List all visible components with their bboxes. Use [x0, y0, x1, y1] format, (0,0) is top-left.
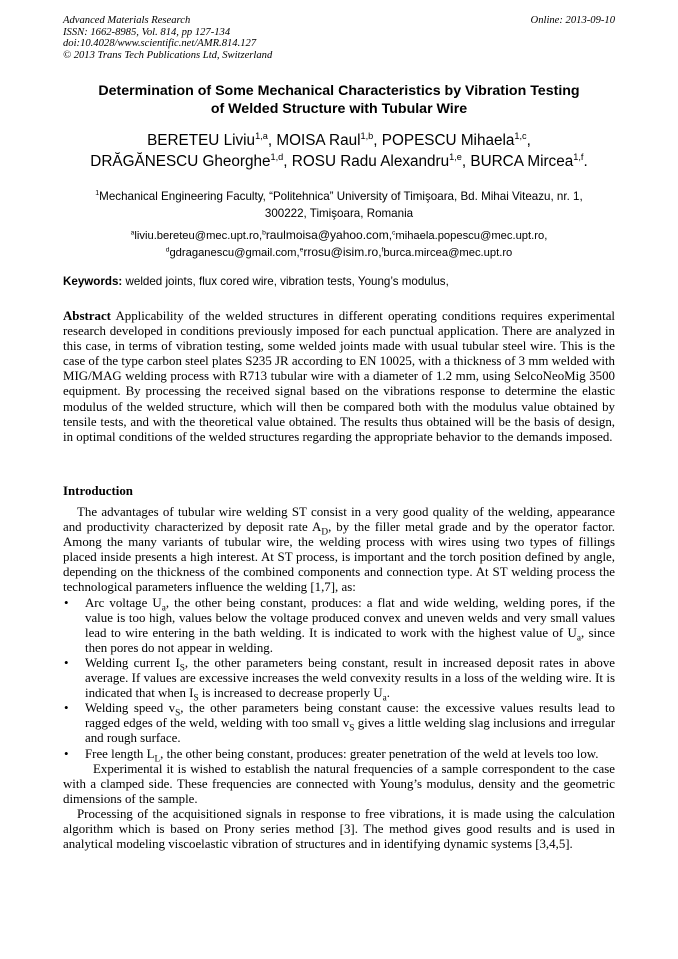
- email[interactable]: $^f$burca.mircea@mec.upt.ro: [381, 246, 513, 259]
- email[interactable]: $^d$gdraganescu@gmail.com,: [165, 246, 300, 259]
- intro-paragraph-3: Processing of the acquisitioned signals in response to free vibrations, it is made using the calculation algorithm which is based on Prony series method [3]. The method gives good results and is used in analytical modeling viscoelastic vibration of structures and in identifying dynamic systems [3,4,5].: [63, 806, 615, 852]
- section-heading-introduction: Introduction: [63, 484, 133, 498]
- issn-line: ISSN: 1662-8985, Vol. 814, pp 127-134: [63, 26, 231, 38]
- author: MOISA Raul$^{1,b}$,: [276, 130, 382, 149]
- doi-line: doi:10.4028/www.scientific.net/AMR.814.127: [63, 38, 257, 50]
- parameter-list: [63, 595, 616, 765]
- title-line-1: Determination of Some Mechanical Characteristics by Vibration Testing: [98, 83, 580, 99]
- author: DRĂGĂNESCU Gheorghe$^{1,d}$,: [90, 151, 292, 170]
- paper-title: [40, 82, 638, 118]
- keywords-text: welded joints, flux cored wire, vibration tests, Young’s modulus,: [122, 275, 449, 288]
- author: BERETEU Liviu$^{1,a}$,: [147, 130, 277, 149]
- title-line-2: of Welded Structure with Tubular Wire: [210, 101, 468, 117]
- author-line-1: [20, 130, 658, 151]
- abstract: [63, 309, 615, 445]
- copyright-line: © 2013 Trans Tech Publications Ltd, Switzerland: [63, 49, 273, 61]
- journal-header: [63, 15, 615, 61]
- email-line-2: [55, 244, 623, 261]
- keywords: [63, 275, 615, 289]
- abstract-label: Abstract: [63, 309, 111, 323]
- intro-paragraph-1: The advantages of tubular wire welding ST consist in a very good quality of the welding, appearance and productivity characterized by deposit rate $A_D$, by the filler metal grade and by the operator factor. Among the many variants of tubular wire, the welding process with wires using two types of fillings placed inside presents a high interest. At ST process, is important and the torch position defined by angle, depending on the thickness of the combined components and connection type. At ST welding process the technological parameters influence the welding [1,7], as:: [63, 505, 615, 595]
- list-item: • Free length $L_L$, the other being constant, produces: greater penetration of the weld at levels too low.: [64, 746, 599, 765]
- online-date: Online: 2013-09-10: [530, 15, 615, 26]
- journal-name: Advanced Materials Research: [63, 15, 191, 26]
- email[interactable]: $^c$mihaela.popescu@mec.upt.ro,: [392, 229, 548, 242]
- email[interactable]: $^b$raulmoisa@yahoo.com,: [262, 228, 393, 242]
- affiliation: $^1$Mechanical Engineering Faculty, “Politehnica” University of Timişoara, Bd. Mihai Viteazu, nr. 1, 300222, Timişoara, Romania: [95, 190, 583, 220]
- list-item: • Welding speed $v_S$, the other parameters being constant cause: the excessive values results lead to ragged edges of the weld, welding with too small $v_S$ gives a little welding slag inclusions and irregular and rough surface.: [64, 701, 616, 746]
- email-line-1: [55, 227, 623, 244]
- abstract-text: Applicability of the welded structures in different operating conditions requires experimental research developed in conditions previously imposed for each punctual application. There are analyzed in this case, in terms of vibration testing, some welded joints made with usual tubular steel wire. This is the case of the type carbon steel plates S235 JR according to EN 10025, with a thickness of 3 mm welded with MIG/MAG welding process with R713 tubular wire with a diameter of 1.2 mm, using SelcoNeoMig 3500 equipment. By processing the received signal based on the vibrations response to determine the elastic modulus of the welded structure, which will then be compared both with the modulus value obtained by tensile tests, and with the theoretical value obtained. The results thus obtained will be the basis of design, in optimal conditions of the welded structures regarding the appropriate behavior to the demands imposed.: [63, 309, 615, 444]
- introduction-body: [63, 505, 615, 852]
- list-item: • Welding current $I_S$, the other parameters being constant, result in increased deposit rates in above average. If values are excessive increases the weld convexity results in a loss of the welding wire. It is indicated that when $I_S$ is increased to decrease properly $U_a$.: [64, 655, 616, 704]
- author-emails: [55, 227, 623, 261]
- intro-paragraph-2: Experimental it is wished to establish the natural frequencies of a sample correspondent to the case with a clamped side. These frequencies are connected with Young’s modulus, density and the geometric dimensions of the sample.: [63, 761, 615, 806]
- author-line-2: [20, 151, 658, 172]
- keywords-label: Keywords:: [63, 275, 123, 288]
- list-item: • Arc voltage $U_a$, the other being constant, produces: a flat and wide welding, welding pores, if the value is too high, values below the voltage produced convex and uneven welds and very small values lead to wire entering in the bath welding. It is indicated to work with the highest value of $U_a$, since then pores do not appear in welding.: [64, 595, 616, 655]
- author-list: [20, 130, 658, 172]
- email[interactable]: $^e$rrosu@isim.ro,: [299, 245, 382, 259]
- author: ROSU Radu Alexandru$^{1,e}$,: [291, 151, 471, 170]
- author: BURCA Mircea$^{1,f}$.: [470, 151, 588, 170]
- email[interactable]: $^a$liviu.bereteu@mec.upt.ro,: [130, 229, 263, 242]
- author: POPESCU Mihaela$^{1,c}$,: [381, 130, 531, 149]
